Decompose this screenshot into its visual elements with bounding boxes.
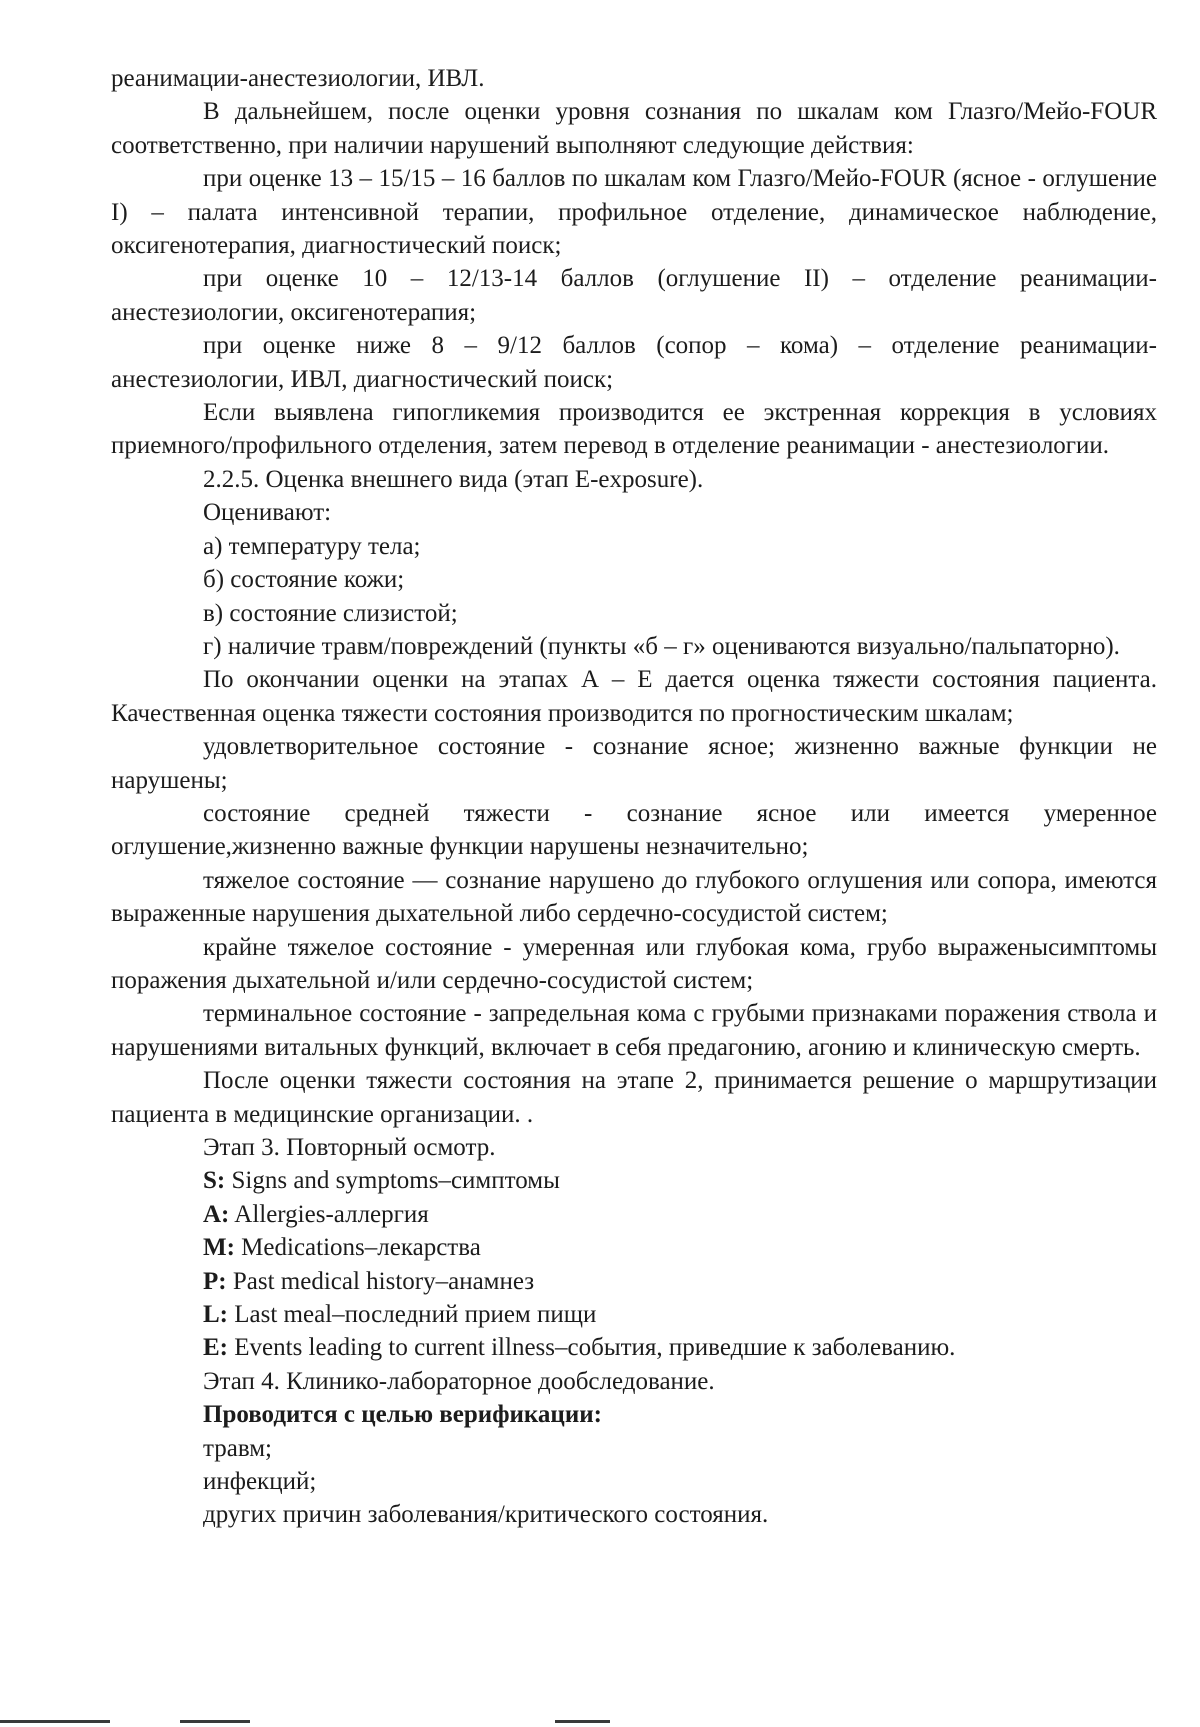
list-item: б) состояние кожи; bbox=[203, 566, 405, 594]
paragraph: Если выявлена гипогликемия производится ее экстренная коррекция в условиях приемного/профильного отделения, затем перевод в отделение реанимации - анестезиологии. bbox=[111, 399, 1157, 460]
sample-key: M: bbox=[203, 1234, 235, 1262]
stage-heading: Этап 3. Повторный осмотр. bbox=[203, 1134, 496, 1161]
sample-item-m bbox=[203, 1231, 1157, 1264]
paragraph: По окончании оценки на этапах А – Е дается оценка тяжести состояния пациента. Качественная оценка тяжести состояния производится по прогностическим шкалам; bbox=[111, 666, 1157, 727]
paragraph: при оценке 10 – 12/13-14 баллов (оглушение II) – отделение реанимации-анестезиологии, оксигенотерапия; bbox=[111, 265, 1157, 326]
sample-text: Allergies-аллергия bbox=[229, 1200, 429, 1228]
sample-text: Past medical history–анамнез bbox=[226, 1267, 535, 1295]
sample-text: Last meal–последний прием пищи bbox=[228, 1301, 597, 1329]
sample-key: S: bbox=[203, 1167, 226, 1195]
sample-key: L: bbox=[203, 1301, 228, 1329]
paragraph: реанимации-анестезиологии, ИВЛ. bbox=[111, 65, 485, 92]
sample-text: Events leading to current illness–события, приведшие к заболеванию. bbox=[228, 1334, 956, 1362]
stage-heading: Этап 4. Клинико-лабораторное дообследование. bbox=[203, 1367, 715, 1395]
list-item: травм; bbox=[203, 1434, 272, 1462]
list-item: а) температуру тела; bbox=[203, 532, 421, 560]
sample-item-a bbox=[203, 1198, 1157, 1231]
document-page bbox=[111, 62, 1157, 1532]
sample-key: P: bbox=[203, 1267, 227, 1295]
sample-item-p bbox=[203, 1265, 1157, 1298]
paragraph: удовлетворительное состояние - сознание ясное; жизненно важные функции не нарушены; bbox=[111, 733, 1157, 794]
paragraph: Оценивают: bbox=[203, 499, 332, 527]
paragraph: тяжелое состояние — сознание нарушено до глубокого оглушения или сопора, имеются выраженные нарушения дыхательной либо сердечно-сосудистой систем; bbox=[111, 866, 1157, 928]
section-heading: 2.2.5. Оценка внешнего вида (этап E-exposure). bbox=[203, 465, 704, 493]
list-item: в) состояние слизистой; bbox=[203, 599, 458, 627]
list-item: других причин заболевания/критического состояния. bbox=[203, 1501, 769, 1529]
paragraph: После оценки тяжести состояния на этапе 2, принимается решение о маршрутизации пациента в медицинские организации. . bbox=[111, 1067, 1157, 1128]
paragraph: при оценке 13 – 15/15 – 16 баллов по шкалам ком Глазго/Мейо-FOUR (ясное - оглушение I) – палата интенсивной терапии, профильное отделение, динамическое наблюдение, оксигенотерапия, диагностический поиск; bbox=[111, 165, 1157, 260]
sample-key: A: bbox=[203, 1200, 230, 1228]
sample-item-l bbox=[203, 1298, 1157, 1331]
sample-text: Medications–лекарства bbox=[234, 1234, 481, 1262]
sample-key: E: bbox=[203, 1334, 228, 1362]
sample-item-e bbox=[203, 1331, 1157, 1364]
paragraph: состояние средней тяжести - сознание ясное или имеется умеренное оглушение,жизненно важные функции нарушены незначительно; bbox=[111, 799, 1157, 861]
scan-edge-marks bbox=[0, 1716, 1200, 1727]
paragraph: В дальнейшем, после оценки уровня сознания по шкалам ком Глазго/Мейо-FOUR соответственно, при наличии нарушений выполняют следующие действия: bbox=[111, 98, 1157, 159]
sample-text: Signs and symptoms–симптомы bbox=[225, 1167, 560, 1195]
paragraph: при оценке ниже 8 – 9/12 баллов (сопор – кома) – отделение реанимации-анестезиологии, ИВЛ, диагностический поиск; bbox=[111, 332, 1157, 393]
paragraph: терминальное состояние - запредельная кома с грубыми признаками поражения ствола и нарушениями витальных функций, включает в себя предагонию, агонию и клиническую смерть. bbox=[111, 1000, 1157, 1061]
paragraph: крайне тяжелое состояние - умеренная или глубокая кома, грубо выраженысимптомы поражения дыхательной и/или сердечно-сосудистой систем; bbox=[111, 933, 1157, 994]
bold-heading: Проводится с целью верификации: bbox=[203, 1401, 602, 1429]
list-item: инфекций; bbox=[203, 1468, 317, 1496]
list-item: г) наличие травм/повреждений (пункты «б – г» оцениваются визуально/пальпаторно). bbox=[203, 632, 1120, 660]
sample-item-s bbox=[203, 1164, 1157, 1197]
